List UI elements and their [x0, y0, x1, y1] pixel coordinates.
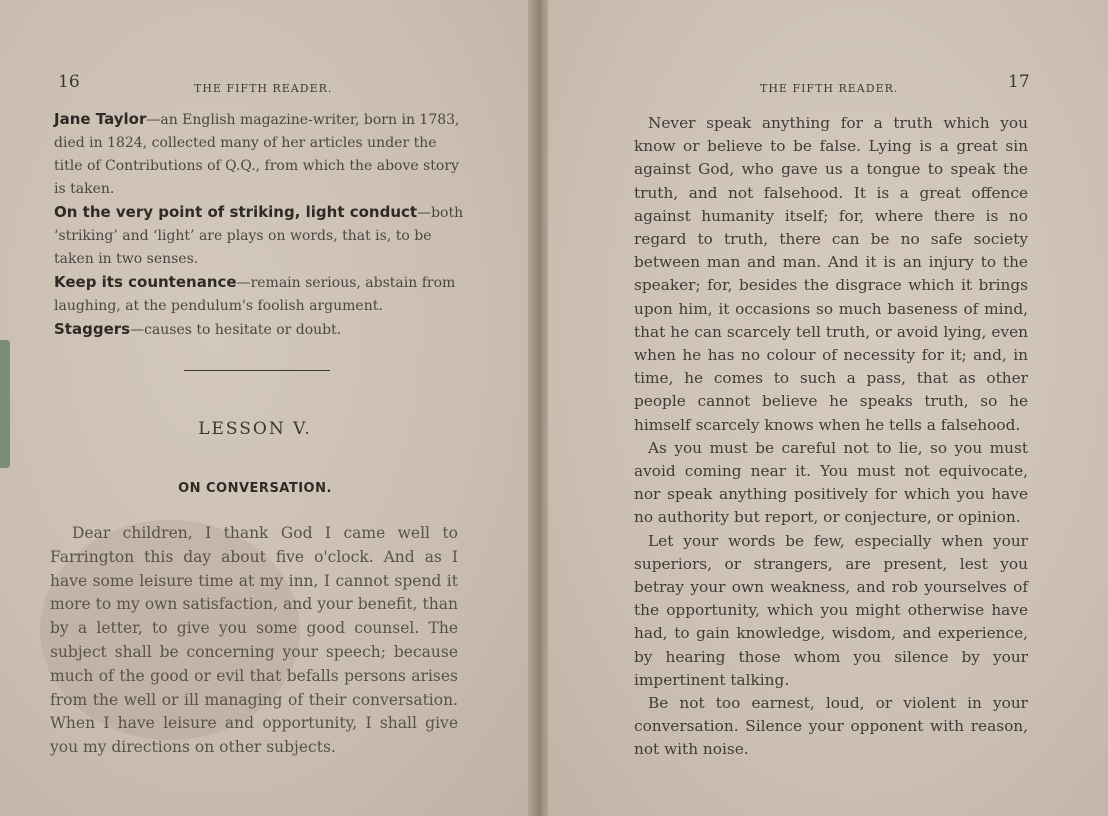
- body-paragraph: As you must be careful not to lie, so you must avoid coming near it. You must not equivocate, nor speak anything positively for which you have no authority but report, or conjecture, or opinion.: [634, 438, 1028, 527]
- page-number: 17: [1008, 72, 1030, 92]
- lesson-subtitle: ON CONVERSATION.: [178, 481, 332, 496]
- body-text: [634, 112, 1028, 762]
- note-item: [54, 201, 466, 271]
- note-text: —remain serious, abstain from laughing, at the pendulum's foolish argument.: [54, 275, 456, 314]
- note-text: —causes to hesitate or doubt.: [130, 322, 342, 338]
- body-paragraph: Let your words be few, especially when your superiors, or strangers, are present, lest you betray your own weakness, and rob yourselves of the opportunity, which you might otherwise have had, to gain knowledge, wisdom, and experience, by hearing those whom you silence by your impertinent talking.: [634, 531, 1028, 689]
- note-item: [54, 271, 466, 318]
- note-term: On the very point of striking, light conduct: [54, 203, 418, 221]
- running-head: THE FIFTH READER.: [194, 82, 333, 95]
- section-divider: [184, 370, 330, 371]
- body-paragraph: Never speak anything for a truth which you know or believe to be false. Lying is a great sin against God, who gave us a tongue to speak the truth, and not falsehood. It is a great offence against humanity itself; for, where there is no regard to truth, there can be no safe society between man and man. And it is an injury to the speaker; for, besides the disgrace which it brings upon him, it occasions so much baseness of mind, that he can scarcely tell truth, or avoid lying, even when he has no colour of necessity for it; and, in time, he comes to such a pass, that as other people cannot believe he speaks truth, so he himself scarcely knows when he tells a falsehood.: [634, 114, 1028, 434]
- note-text: —both ‘striking’ and ‘light’ are plays on words, that is, to be taken in two senses.: [54, 205, 464, 267]
- running-head: THE FIFTH READER.: [760, 82, 899, 95]
- bookmark-tab: [0, 340, 10, 468]
- note-term: Keep its countenance: [54, 273, 237, 291]
- note-text: —an English magazine-writer, born in 1783, died in 1824, collected many of her articles under the title of Contributions of Q.Q., from which the above story is taken.: [54, 112, 460, 197]
- lesson-title: LESSON V.: [198, 419, 312, 439]
- body-paragraph: Be not too earnest, loud, or violent in your conversation. Silence your opponent with reason, not with noise.: [634, 694, 1028, 759]
- left-page: [0, 0, 534, 816]
- note-term: Jane Taylor: [54, 110, 147, 128]
- page-number: 16: [58, 72, 80, 92]
- notes-section: [54, 108, 466, 342]
- note-term: Staggers: [54, 320, 131, 338]
- note-item: [54, 108, 466, 201]
- note-item: [54, 318, 466, 342]
- lesson-body-paragraph: Dear children, I thank God I came well to Farrington this day about five o'clock. And as I have some leisure time at my inn, I cannot spend it more to my own satisfaction, and your benefit, than by a letter, to give you some good counsel. The subject shall be concerning your speech; because much of the good or evil that befalls persons arises from the well or ill managing of their conversation. When I have leisure and opportunity, I shall give you my directions on other subjects.: [50, 524, 458, 757]
- right-page: [548, 0, 1108, 816]
